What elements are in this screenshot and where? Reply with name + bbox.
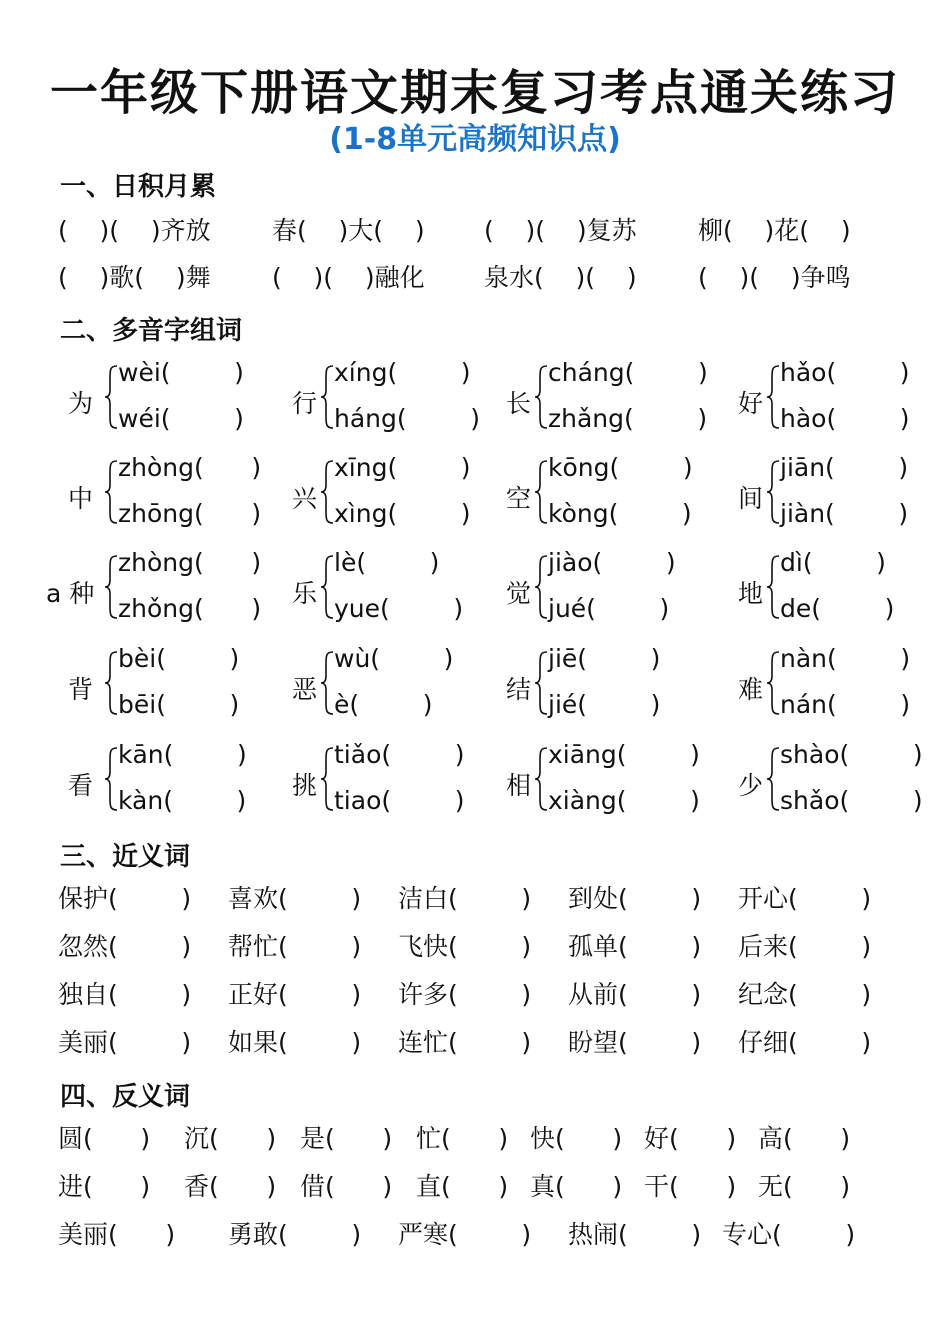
polyphone-character: 相 <box>506 771 532 800</box>
synonym-blank: 孤单( ) <box>568 932 702 961</box>
synonym-blank: 喜欢( ) <box>228 884 362 913</box>
pinyin-blank-top: shào( ) <box>780 740 923 769</box>
polyphone-character: a 种 <box>46 579 95 608</box>
pinyin-blank-top: kōng( ) <box>548 453 693 482</box>
idiom-fill-blank: 柳( )花( ) <box>698 216 851 245</box>
pinyin-blank-top: wù( ) <box>334 644 454 673</box>
polyphone-character: 行 <box>292 389 318 418</box>
pinyin-blank-top: bèi( ) <box>118 644 240 673</box>
synonym-blank: 独自( ) <box>58 980 192 1009</box>
pinyin-blank-bottom: kàn( ) <box>118 786 247 815</box>
antonym-blank: 圆( ) <box>58 1124 151 1153</box>
polyphone-character: 长 <box>506 389 532 418</box>
synonym-blank: 到处( ) <box>568 884 702 913</box>
polyphone-character: 挑 <box>292 771 318 800</box>
polyphone-character: 少 <box>738 771 764 800</box>
pinyin-blank-top: cháng( ) <box>548 358 708 387</box>
idiom-fill-blank: ( )( )融化 <box>272 263 425 292</box>
pinyin-blank-bottom: xiàng( ) <box>548 786 700 815</box>
synonym-blank: 如果( ) <box>228 1028 362 1057</box>
antonym-blank: 快( ) <box>530 1124 623 1153</box>
synonym-blank: 盼望( ) <box>568 1028 702 1057</box>
synonym-blank: 开心( ) <box>738 884 872 913</box>
pinyin-blank-top: tiǎo( ) <box>334 740 465 769</box>
pinyin-blank-bottom: wéi( ) <box>118 404 244 433</box>
antonym-blank: 香( ) <box>184 1172 277 1201</box>
idiom-fill-blank: 春( )大( ) <box>272 216 425 245</box>
pinyin-blank-top: hǎo( ) <box>780 358 910 387</box>
synonym-blank: 仔细( ) <box>738 1028 872 1057</box>
pinyin-blank-bottom: háng( ) <box>334 404 480 433</box>
section3-heading: 三、近义词 <box>60 842 191 872</box>
synonym-blank: 纪念( ) <box>738 980 872 1009</box>
antonym-blank: 忙( ) <box>416 1124 509 1153</box>
pinyin-blank-top: jiē( ) <box>548 644 661 673</box>
antonym-blank: 好( ) <box>644 1124 737 1153</box>
pinyin-blank-top: xiāng( ) <box>548 740 700 769</box>
pinyin-blank-top: jiào( ) <box>548 548 676 577</box>
pinyin-blank-bottom: hào( ) <box>780 404 910 433</box>
antonym-blank: 真( ) <box>530 1172 623 1201</box>
polyphone-character: 恶 <box>292 675 318 704</box>
antonym-blank: 严寒( ) <box>398 1220 532 1249</box>
pinyin-blank-bottom: jiàn( ) <box>780 499 909 528</box>
polyphone-character: 空 <box>506 484 532 513</box>
antonym-blank: 沉( ) <box>184 1124 277 1153</box>
antonym-blank: 进( ) <box>58 1172 151 1201</box>
synonym-blank: 洁白( ) <box>398 884 532 913</box>
pinyin-blank-bottom: zhǒng( ) <box>118 594 262 623</box>
section4-heading: 四、反义词 <box>60 1082 191 1112</box>
pinyin-blank-bottom: xìng( ) <box>334 499 471 528</box>
antonym-blank: 直( ) <box>416 1172 509 1201</box>
synonym-blank: 帮忙( ) <box>228 932 362 961</box>
pinyin-blank-top: zhòng( ) <box>118 453 262 482</box>
idiom-fill-blank: ( )歌( )舞 <box>58 263 211 292</box>
page-title: 一年级下册语文期末复习考点通关练习 <box>49 65 900 121</box>
pinyin-blank-top: zhòng( ) <box>118 548 262 577</box>
pinyin-blank-bottom: tiao( ) <box>334 786 465 815</box>
polyphone-character: 乐 <box>292 579 318 608</box>
section2-heading: 二、多音字组词 <box>60 316 243 346</box>
pinyin-blank-bottom: jié( ) <box>548 690 661 719</box>
polyphone-character: 好 <box>738 389 764 418</box>
synonym-blank: 从前( ) <box>568 980 702 1009</box>
idiom-fill-blank: ( )( )齐放 <box>58 216 211 245</box>
pinyin-blank-bottom: yue( ) <box>334 594 464 623</box>
pinyin-blank-top: dì( ) <box>780 548 886 577</box>
antonym-blank: 是( ) <box>300 1124 393 1153</box>
synonym-blank: 正好( ) <box>228 980 362 1009</box>
pinyin-blank-top: jiān( ) <box>780 453 909 482</box>
antonym-blank: 勇敢( ) <box>228 1220 362 1249</box>
pinyin-blank-bottom: nán( ) <box>780 690 911 719</box>
polyphone-character: 看 <box>68 771 94 800</box>
antonym-blank: 专心( ) <box>722 1220 856 1249</box>
pinyin-blank-bottom: de( ) <box>780 594 895 623</box>
synonym-blank: 保护( ) <box>58 884 192 913</box>
idiom-fill-blank: 泉水( )( ) <box>484 263 637 292</box>
pinyin-blank-top: nàn( ) <box>780 644 911 673</box>
pinyin-blank-bottom: è( ) <box>334 690 433 719</box>
pinyin-blank-top: kān( ) <box>118 740 247 769</box>
antonym-blank: 无( ) <box>758 1172 851 1201</box>
pinyin-blank-top: wèi( ) <box>118 358 244 387</box>
section1-heading: 一、日积月累 <box>60 172 217 202</box>
idiom-fill-blank: ( )( )复苏 <box>484 216 637 245</box>
idiom-fill-blank: ( )( )争鸣 <box>698 263 851 292</box>
polyphone-character: 中 <box>68 484 94 513</box>
polyphone-character: 为 <box>68 389 94 418</box>
synonym-blank: 连忙( ) <box>398 1028 532 1057</box>
polyphone-character: 背 <box>68 675 94 704</box>
pinyin-blank-top: xíng( ) <box>334 358 471 387</box>
polyphone-character: 结 <box>506 675 532 704</box>
antonym-blank: 热闹( ) <box>568 1220 702 1249</box>
synonym-blank: 飞快( ) <box>398 932 532 961</box>
synonym-blank: 美丽( ) <box>58 1028 192 1057</box>
pinyin-blank-bottom: bēi( ) <box>118 690 240 719</box>
antonym-blank: 美丽( ) <box>58 1220 176 1249</box>
polyphone-character: 兴 <box>292 484 318 513</box>
synonym-blank: 忽然( ) <box>58 932 192 961</box>
antonym-blank: 干( ) <box>644 1172 737 1201</box>
antonym-blank: 借( ) <box>300 1172 393 1201</box>
pinyin-blank-bottom: jué( ) <box>548 594 670 623</box>
polyphone-character: 间 <box>738 484 764 513</box>
pinyin-blank-bottom: zhōng( ) <box>118 499 262 528</box>
page-subtitle: (1-8单元高频知识点) <box>329 122 621 157</box>
antonym-blank: 高( ) <box>758 1124 851 1153</box>
pinyin-blank-bottom: kòng( ) <box>548 499 692 528</box>
pinyin-blank-bottom: shǎo( ) <box>780 786 923 815</box>
polyphone-character: 地 <box>738 579 764 608</box>
synonym-blank: 后来( ) <box>738 932 872 961</box>
polyphone-character: 难 <box>738 675 764 704</box>
polyphone-character: 觉 <box>506 579 532 608</box>
synonym-blank: 许多( ) <box>398 980 532 1009</box>
pinyin-blank-bottom: zhǎng( ) <box>548 404 708 433</box>
pinyin-blank-top: lè( ) <box>334 548 440 577</box>
pinyin-blank-top: xīng( ) <box>334 453 471 482</box>
